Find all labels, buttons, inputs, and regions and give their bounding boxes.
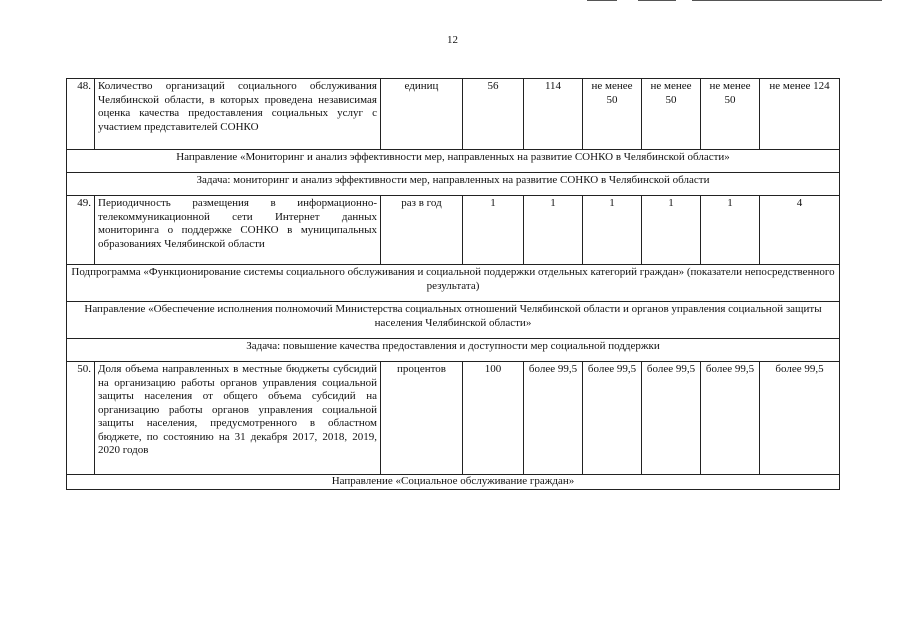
value-cell: 100 <box>463 362 524 475</box>
scan-mark <box>638 0 676 1</box>
value-cell: более 99,5 <box>760 362 840 475</box>
table-row <box>67 196 840 265</box>
section-row <box>67 265 840 302</box>
value-cell: не менее 50 <box>701 79 760 150</box>
value-cell: более 99,5 <box>642 362 701 475</box>
unit-cell: процентов <box>381 362 463 475</box>
indicators-table <box>66 78 840 490</box>
value-cell: не менее 50 <box>583 79 642 150</box>
value-cell: 114 <box>524 79 583 150</box>
section-row <box>67 150 840 173</box>
row-number: 50. <box>67 362 95 475</box>
scan-mark <box>587 0 617 1</box>
value-cell: не менее 50 <box>642 79 701 150</box>
indicator-text: Периодичность размещения в информационно-телекоммуникационной сети Интернет данных мониторинга о поддержке СОНКО в муниципальных образованиях Челябинской области <box>95 196 381 265</box>
section-row <box>67 475 840 490</box>
scan-mark <box>692 0 882 1</box>
indicator-text: Доля объема направленных в местные бюджеты субсидий на организацию работы органов управления социальной защиты населения от общего объема субсидий на организацию работы органов управления социальной защиты населения, предусмотренного в областном бюджете, по состоянию на 31 декабря 2017, 2018, 2019, 2020 годов <box>95 362 381 475</box>
unit-cell: единиц <box>381 79 463 150</box>
row-number: 48. <box>67 79 95 150</box>
page-number: 12 <box>447 34 458 46</box>
value-cell: 4 <box>760 196 840 265</box>
section-row <box>67 302 840 339</box>
value-cell: 1 <box>524 196 583 265</box>
row-number: 49. <box>67 196 95 265</box>
indicator-text: Количество организаций социального обслуживания Челябинской области, в которых проведена независимая оценка качества предоставления социальных услуг с участием представителей СОНКО <box>95 79 381 150</box>
value-cell: более 99,5 <box>701 362 760 475</box>
value-cell: 1 <box>642 196 701 265</box>
value-cell: более 99,5 <box>583 362 642 475</box>
direction-heading: Направление «Мониторинг и анализ эффективности мер, направленных на развитие СОНКО в Челябинской области» <box>67 150 840 173</box>
value-cell: 56 <box>463 79 524 150</box>
value-cell: более 99,5 <box>524 362 583 475</box>
value-cell: 1 <box>701 196 760 265</box>
unit-cell: раз в год <box>381 196 463 265</box>
value-cell: не менее 124 <box>760 79 840 150</box>
direction-heading: Направление «Социальное обслуживание граждан» <box>67 475 840 490</box>
value-cell: 1 <box>463 196 524 265</box>
task-heading: Задача: повышение качества предоставления и доступности мер социальной поддержки <box>67 339 840 362</box>
value-cell: 1 <box>583 196 642 265</box>
section-row <box>67 173 840 196</box>
table-row <box>67 79 840 150</box>
table-row <box>67 362 840 475</box>
subprogram-heading: Подпрограмма «Функционирование системы социального обслуживания и социальной поддержки отдельных категорий граждан» (показатели непосредственного результата) <box>67 265 840 302</box>
direction-heading: Направление «Обеспечение исполнения полномочий Министерства социальных отношений Челябинской области и органов управления социальной защиты населения Челябинской области» <box>67 302 840 339</box>
section-row <box>67 339 840 362</box>
task-heading: Задача: мониторинг и анализ эффективности мер, направленных на развитие СОНКО в Челябинской области <box>67 173 840 196</box>
